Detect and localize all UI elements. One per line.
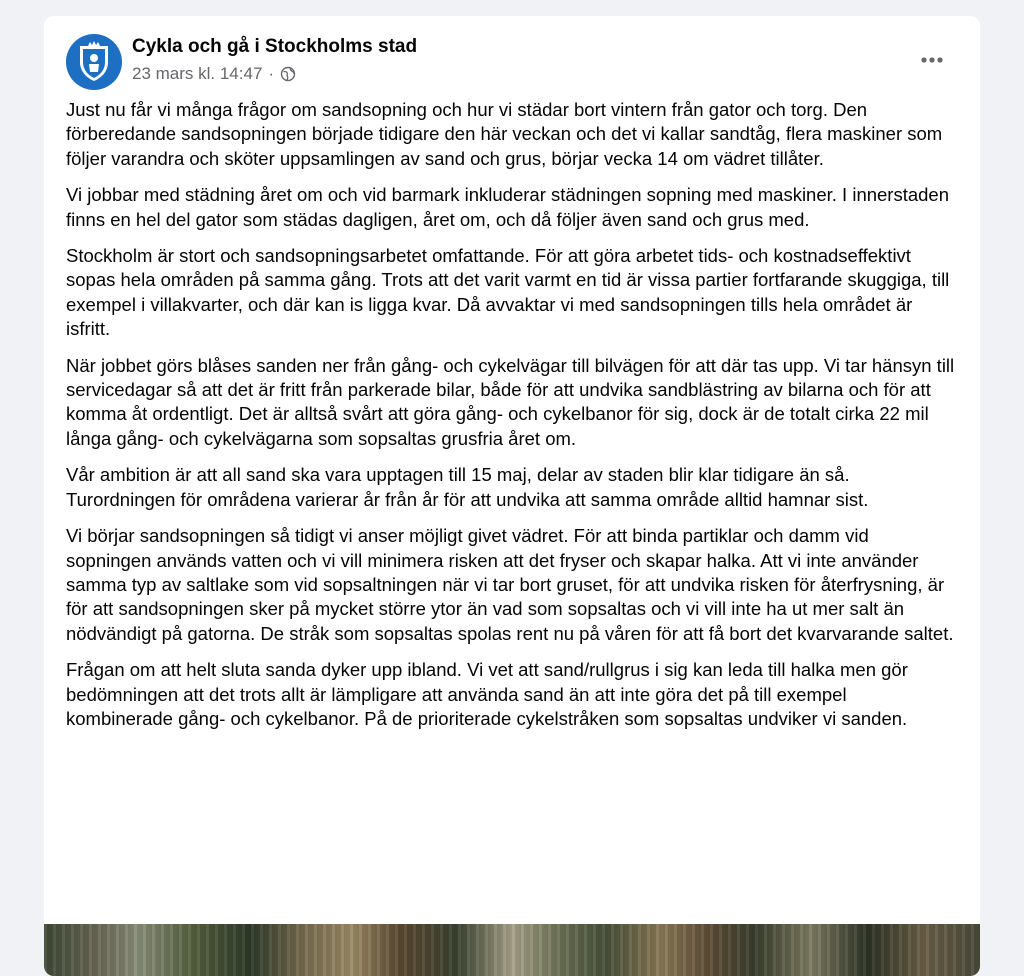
post-header [66, 34, 958, 90]
meta-separator: · [268, 64, 275, 83]
post-paragraph: Vi börjar sandsopningen så tidigt vi anser möjligt givet vädret. För att binda partiklar och damm vid sopningen används vatten och vi vill minimera risken att det fryser och skapar halka. Att vi inte använder samma typ av saltlake som vid sopsaltningen när vi tar bort gruset, för att undvika risken för återfrysning, är för att sandsopningen sker på mycket större ytor än vad som sopsaltas och vi vill inte ha ut mer salt än nödvändigt på gatorna. De stråk som sopsaltas spolas rent nu på våren för att få bort det kvarvarande saltet. [66, 525, 954, 644]
post-paragraph: När jobbet görs blåses sanden ner från gång- och cykelvägar till bilvägen för att där tas upp. Vi tar hänsyn till servicedagar så att det är fritt från parkerade bilar, både för att undvika sandblästring av bilarna och för att komma åt ordentligt. Det är alltså svårt att göra gång- och cykelbanor för sig, dock är de totalt cirka 22 mil långa gång- och cykelvägarna som sopsaltas grusfria året om. [66, 354, 955, 449]
author-name[interactable]: Cykla och gå i Stockholms stad [132, 36, 418, 57]
post-paragraph: Stockholm är stort och sandsopningsarbetet omfattande. För att göra arbetet tids- och kostnadseffektivt sopas hela områden på samma gång. Trots att det varit varmt en tid är vissa partier fortfarande skuggiga, till exempel i villakvarter, och där kan is ligga kvar. Då avvaktar vi med sandsopningen tills hela området är isfritt. [66, 245, 950, 340]
post-text [66, 98, 956, 743]
post-paragraph: Vår ambition är att all sand ska vara upptagen till 15 maj, delar av staden blir klar tidigare än så. Turordningen för områdena varierar år från år för att undvika att samma område alltid hamnar sist. [66, 464, 869, 510]
stockholm-city-crest-icon [74, 40, 114, 84]
more-options-icon [920, 56, 944, 64]
author-avatar[interactable] [66, 34, 122, 90]
post-meta [132, 64, 296, 84]
more-options-button[interactable] [912, 40, 952, 80]
post-paragraph: Vi jobbar med städning året om och vid barmark inkluderar städningen sopning med maskiner. I innerstaden finns en hel del gator som städas dagligen, året om, och då följer även sand och grus med. [66, 184, 950, 230]
globe-icon[interactable] [280, 66, 296, 82]
post-paragraph: Just nu får vi många frågor om sandsopning och hur vi städar bort vintern från gator och torg. Den förberedande sandsopningen började tidigare den här veckan och det vi kallar sandtåg, flera maskiner som följer varandra och sköter uppsamlingen av sand och grus, börjar vecka 14 om vädret tillåter. [66, 99, 943, 169]
post-paragraph: Frågan om att helt sluta sanda dyker upp ibland. Vi vet att sand/rullgrus i sig kan leda till halka men gör bedömningen att det trots allt är lämpligare att använda sand än att inte göra det på till exempel kombinerade gång- och cykelbanor. På de prioriterade cykelstråken som sopsaltas undviker vi sanden. [66, 659, 908, 729]
post-card [44, 16, 980, 976]
post-timestamp[interactable]: 23 mars kl. 14:47 [132, 64, 263, 83]
post-photo[interactable] [44, 924, 980, 976]
